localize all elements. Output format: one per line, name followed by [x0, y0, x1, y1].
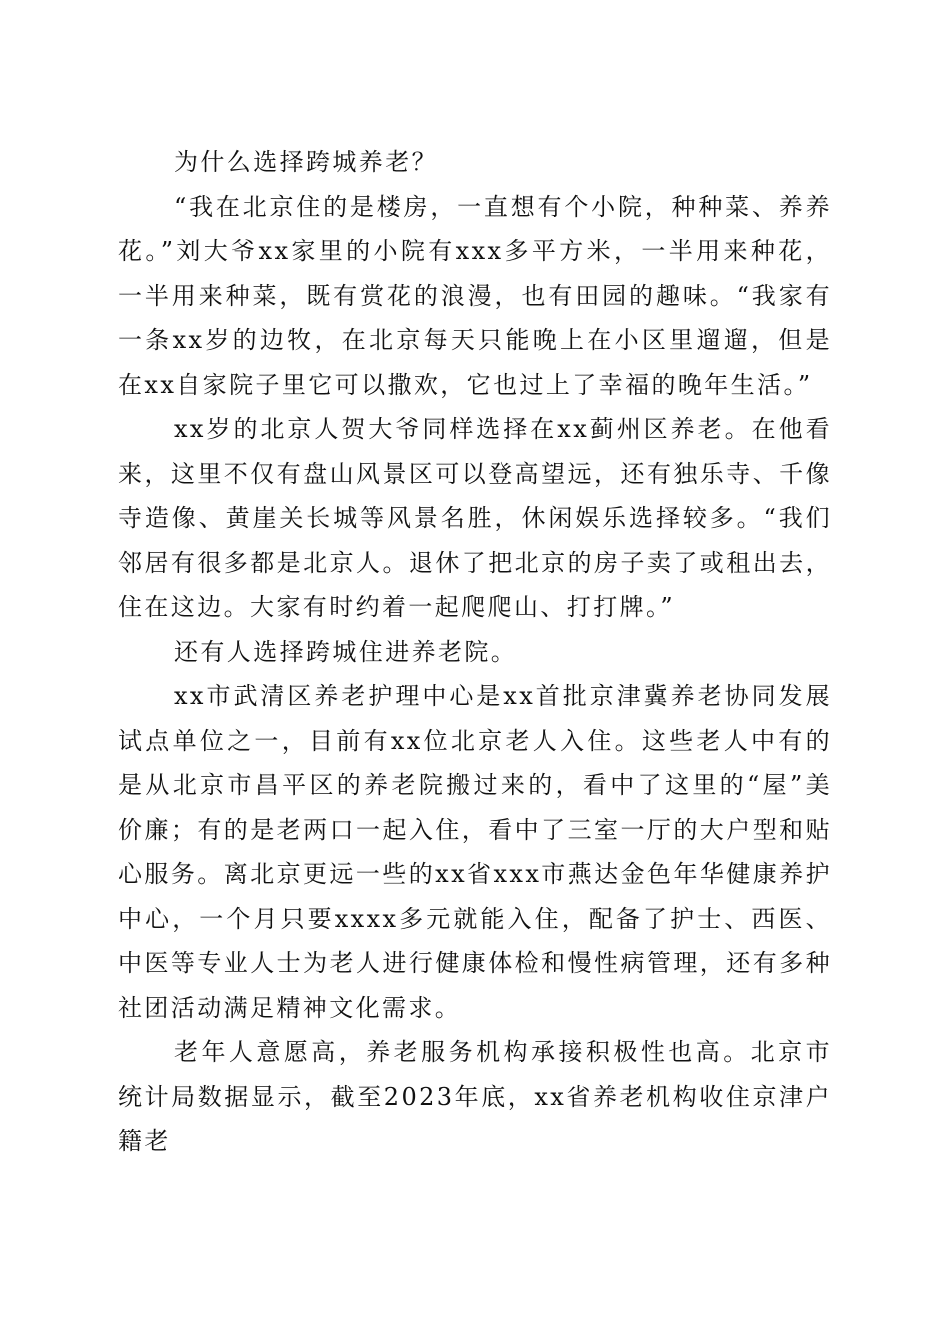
- paragraph-liu-quote: “我在北京住的是楼房，一直想有个小院，种种菜、养养花。”刘大爷xx家里的小院有xxx多平方米，一半用来种花，一半用来种菜，既有赏花的浪漫，也有田园的趣味。“我家有一条xx岁的边牧，在北京每天只能晚上在小区里遛遛，但是在xx自家院子里它可以撒欢，它也过上了幸福的晚年生活。”: [118, 192, 832, 399]
- body-text: [118, 140, 832, 1164]
- paragraph-wuqing-center: xx市武清区养老护理中心是xx首批京津冀养老协同发展试点单位之一，目前有xx位北京老人入住。这些老人中有的是从北京市昌平区的养老院搬过来的，看中了这里的“屋”美价廉；有的是老两口一起入住，看中了三室一厅的大户型和贴心服务。离北京更远一些的xx省xxx市燕达金色年华健康养护中心，一个月只要xxxx多元就能入住，配备了护士、西医、中医等专业人士为老人进行健康体检和慢性病管理，还有多种社团活动满足精神文化需求。: [118, 682, 832, 1022]
- paragraph-statistics: 老年人意愿高，养老服务机构承接积极性也高。北京市统计局数据显示，截至2023年底，xx省养老机构收住京津户籍老: [118, 1038, 832, 1155]
- paragraph-he-quote: xx岁的北京人贺大爷同样选择在xx蓟州区养老。在他看来，这里不仅有盘山风景区可以登高望远，还有独乐寺、千像寺造像、黄崖关长城等风景名胜，休闲娱乐选择较多。“我们邻居有很多都是北京人。退休了把北京的房子卖了或租出去，住在这边。大家有时约着一起爬爬山、打打牌。”: [118, 415, 832, 621]
- paragraph-nursing-home-intro: 还有人选择跨城住进养老院。: [174, 637, 518, 666]
- paragraph-question: 为什么选择跨城养老？: [174, 148, 438, 176]
